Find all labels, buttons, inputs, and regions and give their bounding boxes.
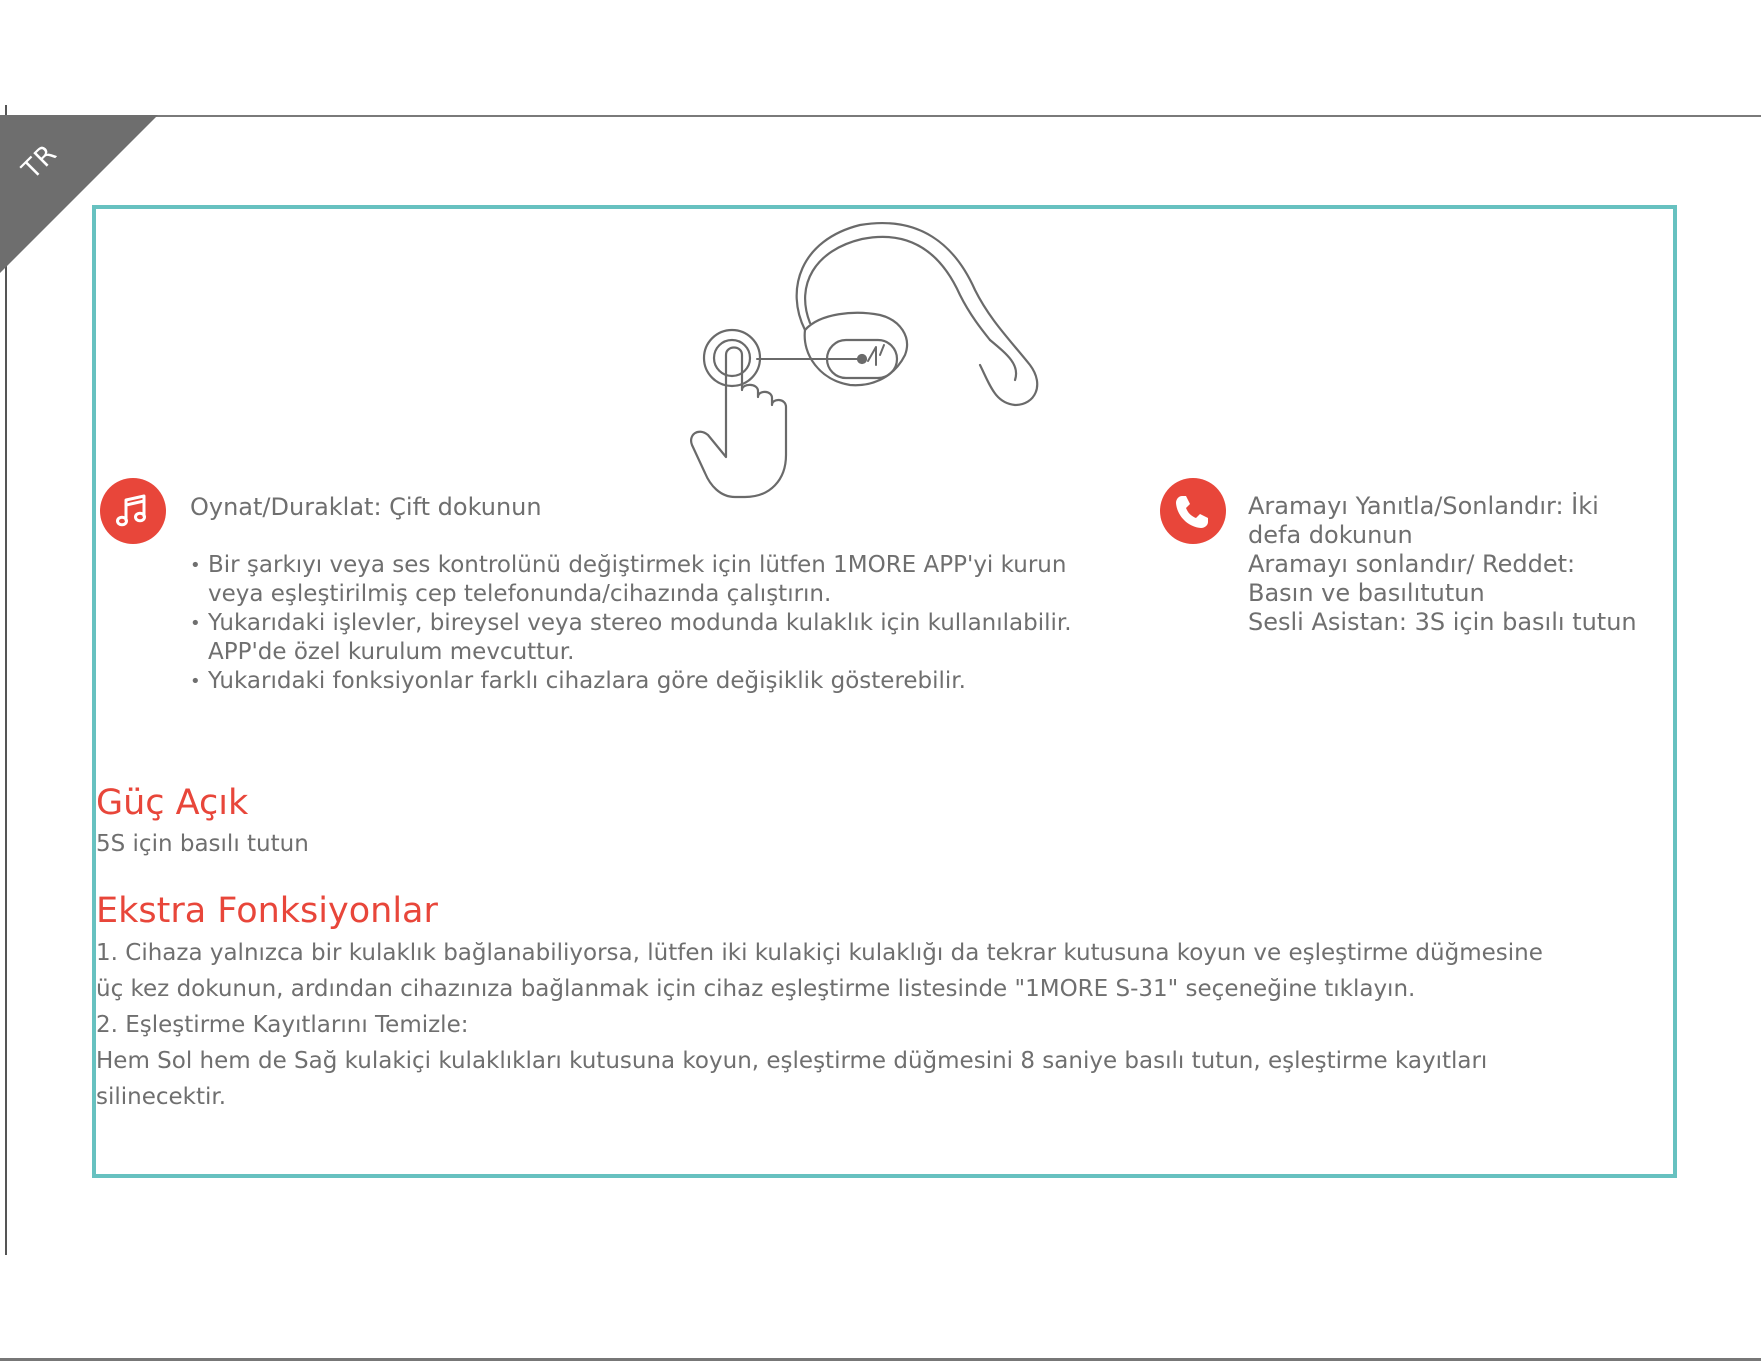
top-rule bbox=[0, 115, 1761, 117]
power-on-title: Güç Açık bbox=[96, 783, 249, 823]
extra-line-5: silinecektir. bbox=[96, 1084, 227, 1110]
left-rule bbox=[5, 105, 7, 1255]
extra-functions-title: Ekstra Fonksiyonlar bbox=[96, 891, 438, 931]
list-item: • Yukarıdaki işlevler, bireysel veya stereo modunda kulaklık için kullanılabilir. APP'de özel kurulum mevcuttur. bbox=[190, 609, 1088, 667]
voice-assistant-line: Sesli Asistan: 3S için basılı tutun bbox=[1248, 608, 1637, 636]
call-controls bbox=[1248, 492, 1648, 637]
play-pause-label: Oynat/Duraklat: Çift dokunun bbox=[190, 493, 542, 521]
phone-icon bbox=[1160, 478, 1226, 544]
call-reject-line: Aramayı sonlandır/ Reddet: Basın ve basılıtutun bbox=[1248, 550, 1576, 607]
earbud-illustration-icon bbox=[690, 215, 1060, 505]
extra-line-2: üç kez dokunun, ardından cihazınıza bağlanmak için cihaz eşleştirme listesinde "1MORE S-31" seçeneğine tıklayın. bbox=[96, 976, 1416, 1002]
list-item: • Yukarıdaki fonksiyonlar farklı cihazlara göre değişiklik gösterebilir. bbox=[190, 667, 1088, 696]
list-item: • Bir şarkıyı veya ses kontrolünü değiştirmek için lütfen 1MORE APP'yi kurun veya eşleştirilmiş cep telefonunda/cihazında çalıştırın. bbox=[190, 551, 1088, 609]
notes-list bbox=[190, 551, 1088, 696]
music-note-icon bbox=[100, 478, 166, 544]
call-answer-line: Aramayı Yanıtla/Sonlandır: İki defa dokunun bbox=[1248, 492, 1599, 549]
extra-line-4: Hem Sol hem de Sağ kulakiçi kulaklıkları kutusuna koyun, eşleştirme düğmesini 8 saniye basılı tutun, eşleştirme kayıtları bbox=[96, 1048, 1488, 1074]
power-on-text: 5S için basılı tutun bbox=[96, 831, 309, 857]
extra-line-1: 1. Cihaza yalnızca bir kulaklık bağlanabiliyorsa, lütfen iki kulakiçi kulaklığı da tekrar kutusuna koyun ve eşleştirme düğmesine bbox=[96, 940, 1543, 966]
extra-line-3: 2. Eşleştirme Kayıtlarını Temizle: bbox=[96, 1012, 469, 1038]
language-label: TR bbox=[16, 138, 64, 186]
